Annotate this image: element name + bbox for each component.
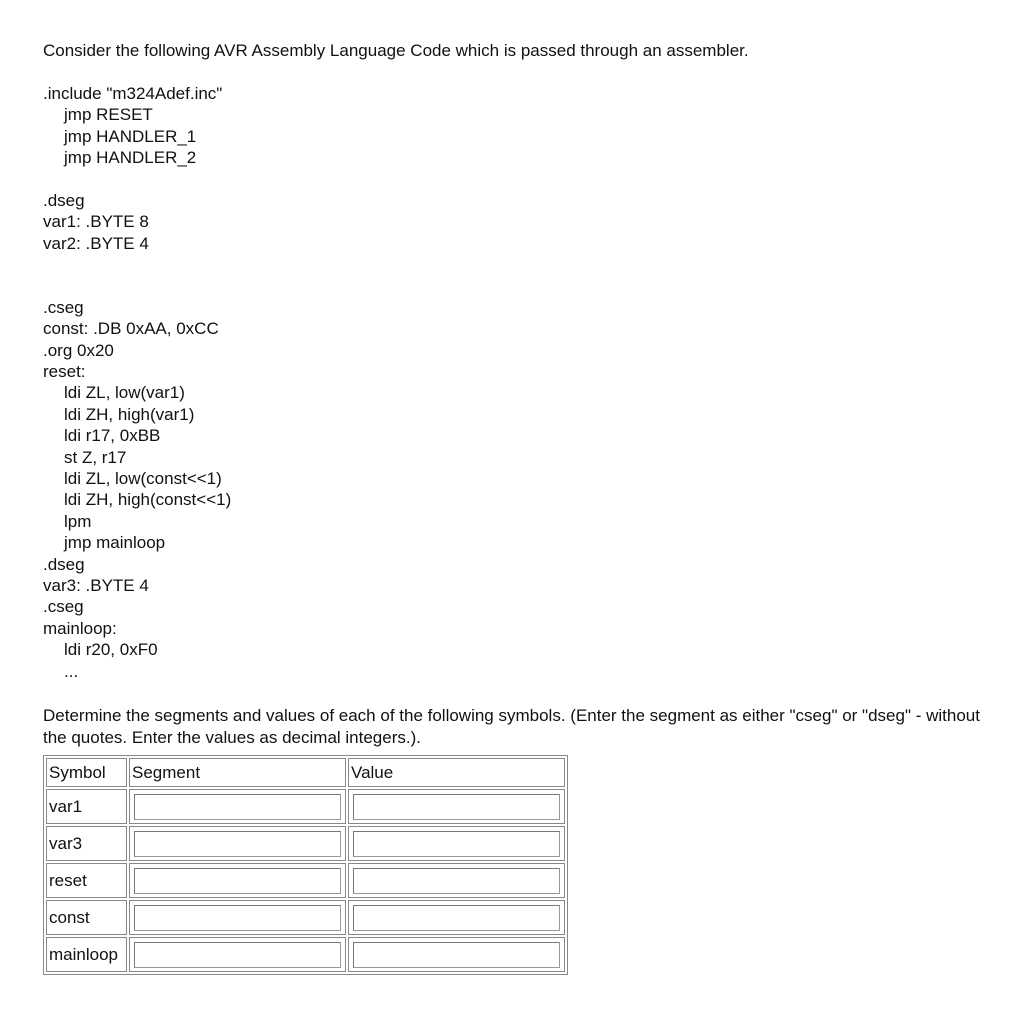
code-line: .dseg — [43, 554, 85, 574]
code-line: .cseg — [43, 297, 84, 317]
code-line: .dseg — [43, 190, 85, 210]
code-line: jmp RESET — [64, 105, 153, 125]
header-symbol: Symbol — [46, 758, 127, 787]
symbol-cell: reset — [46, 863, 127, 898]
segment-input[interactable] — [134, 868, 341, 894]
segment-input[interactable] — [134, 942, 341, 968]
code-line: var3: .BYTE 4 — [43, 575, 149, 595]
table-row — [46, 789, 565, 824]
segment-cell — [129, 900, 346, 935]
code-line — [43, 276, 1003, 297]
question-page — [43, 40, 1003, 964]
code-line: .include "m324Adef.inc" — [43, 84, 223, 103]
symbol-cell: const — [46, 900, 127, 935]
code-line: var1: .BYTE 8 — [43, 212, 149, 232]
value-cell — [348, 900, 565, 935]
symbol-cell: var3 — [46, 826, 127, 861]
value-input[interactable] — [353, 831, 560, 857]
symbol-cell: mainloop — [46, 937, 127, 972]
table-row — [46, 826, 565, 861]
code-line: .org 0x20 — [43, 340, 114, 360]
code-line: st Z, r17 — [64, 447, 127, 467]
code-line: var2: .BYTE 4 — [43, 233, 149, 253]
question-text: Determine the segments and values of each of the following symbols. (Enter the segment as either "cseg" or "dseg" - without the quotes. Enter the values as decimal integers.). — [43, 706, 980, 747]
code-line: const: .DB 0xAA, 0xCC — [43, 319, 219, 339]
code-line: jmp HANDLER_1 — [64, 126, 197, 146]
code-line: jmp mainloop — [64, 533, 166, 553]
symbol-cell: var1 — [46, 789, 127, 824]
value-input[interactable] — [353, 942, 560, 968]
header-value: Value — [348, 758, 565, 787]
code-line — [43, 254, 1003, 275]
code-line: ldi ZL, low(var1) — [64, 383, 185, 403]
table-row — [46, 900, 565, 935]
value-input[interactable] — [353, 905, 560, 931]
segment-input[interactable] — [134, 794, 341, 820]
code-line — [43, 169, 1003, 190]
segment-input[interactable] — [134, 905, 341, 931]
value-input[interactable] — [353, 794, 560, 820]
segment-cell — [129, 789, 346, 824]
segment-cell — [129, 826, 346, 861]
table-row — [46, 863, 565, 898]
code-line: ldi ZL, low(const<<1) — [64, 469, 222, 489]
header-segment: Segment — [129, 758, 346, 787]
segment-cell — [129, 863, 346, 898]
code-line: lpm — [64, 511, 92, 531]
code-line: reset: — [43, 362, 86, 382]
code-line: ... — [64, 661, 79, 681]
code-line: ldi r20, 0xF0 — [64, 640, 158, 660]
code-listing — [43, 83, 1003, 682]
code-line: mainloop: — [43, 618, 117, 638]
value-cell — [348, 789, 565, 824]
code-line: ldi ZH, high(var1) — [64, 404, 195, 424]
value-cell — [348, 863, 565, 898]
segment-input[interactable] — [134, 831, 341, 857]
value-cell — [348, 826, 565, 861]
table-header-row — [46, 758, 565, 787]
answer-table — [43, 755, 568, 975]
code-line: .cseg — [43, 597, 84, 617]
code-line: jmp HANDLER_2 — [64, 148, 197, 168]
code-line: ldi r17, 0xBB — [64, 426, 161, 446]
code-line: ldi ZH, high(const<<1) — [64, 490, 232, 510]
value-input[interactable] — [353, 868, 560, 894]
intro-text: Consider the following AVR Assembly Language Code which is passed through an assembler. — [43, 41, 749, 60]
table-row — [46, 937, 565, 972]
value-cell — [348, 937, 565, 972]
segment-cell — [129, 937, 346, 972]
